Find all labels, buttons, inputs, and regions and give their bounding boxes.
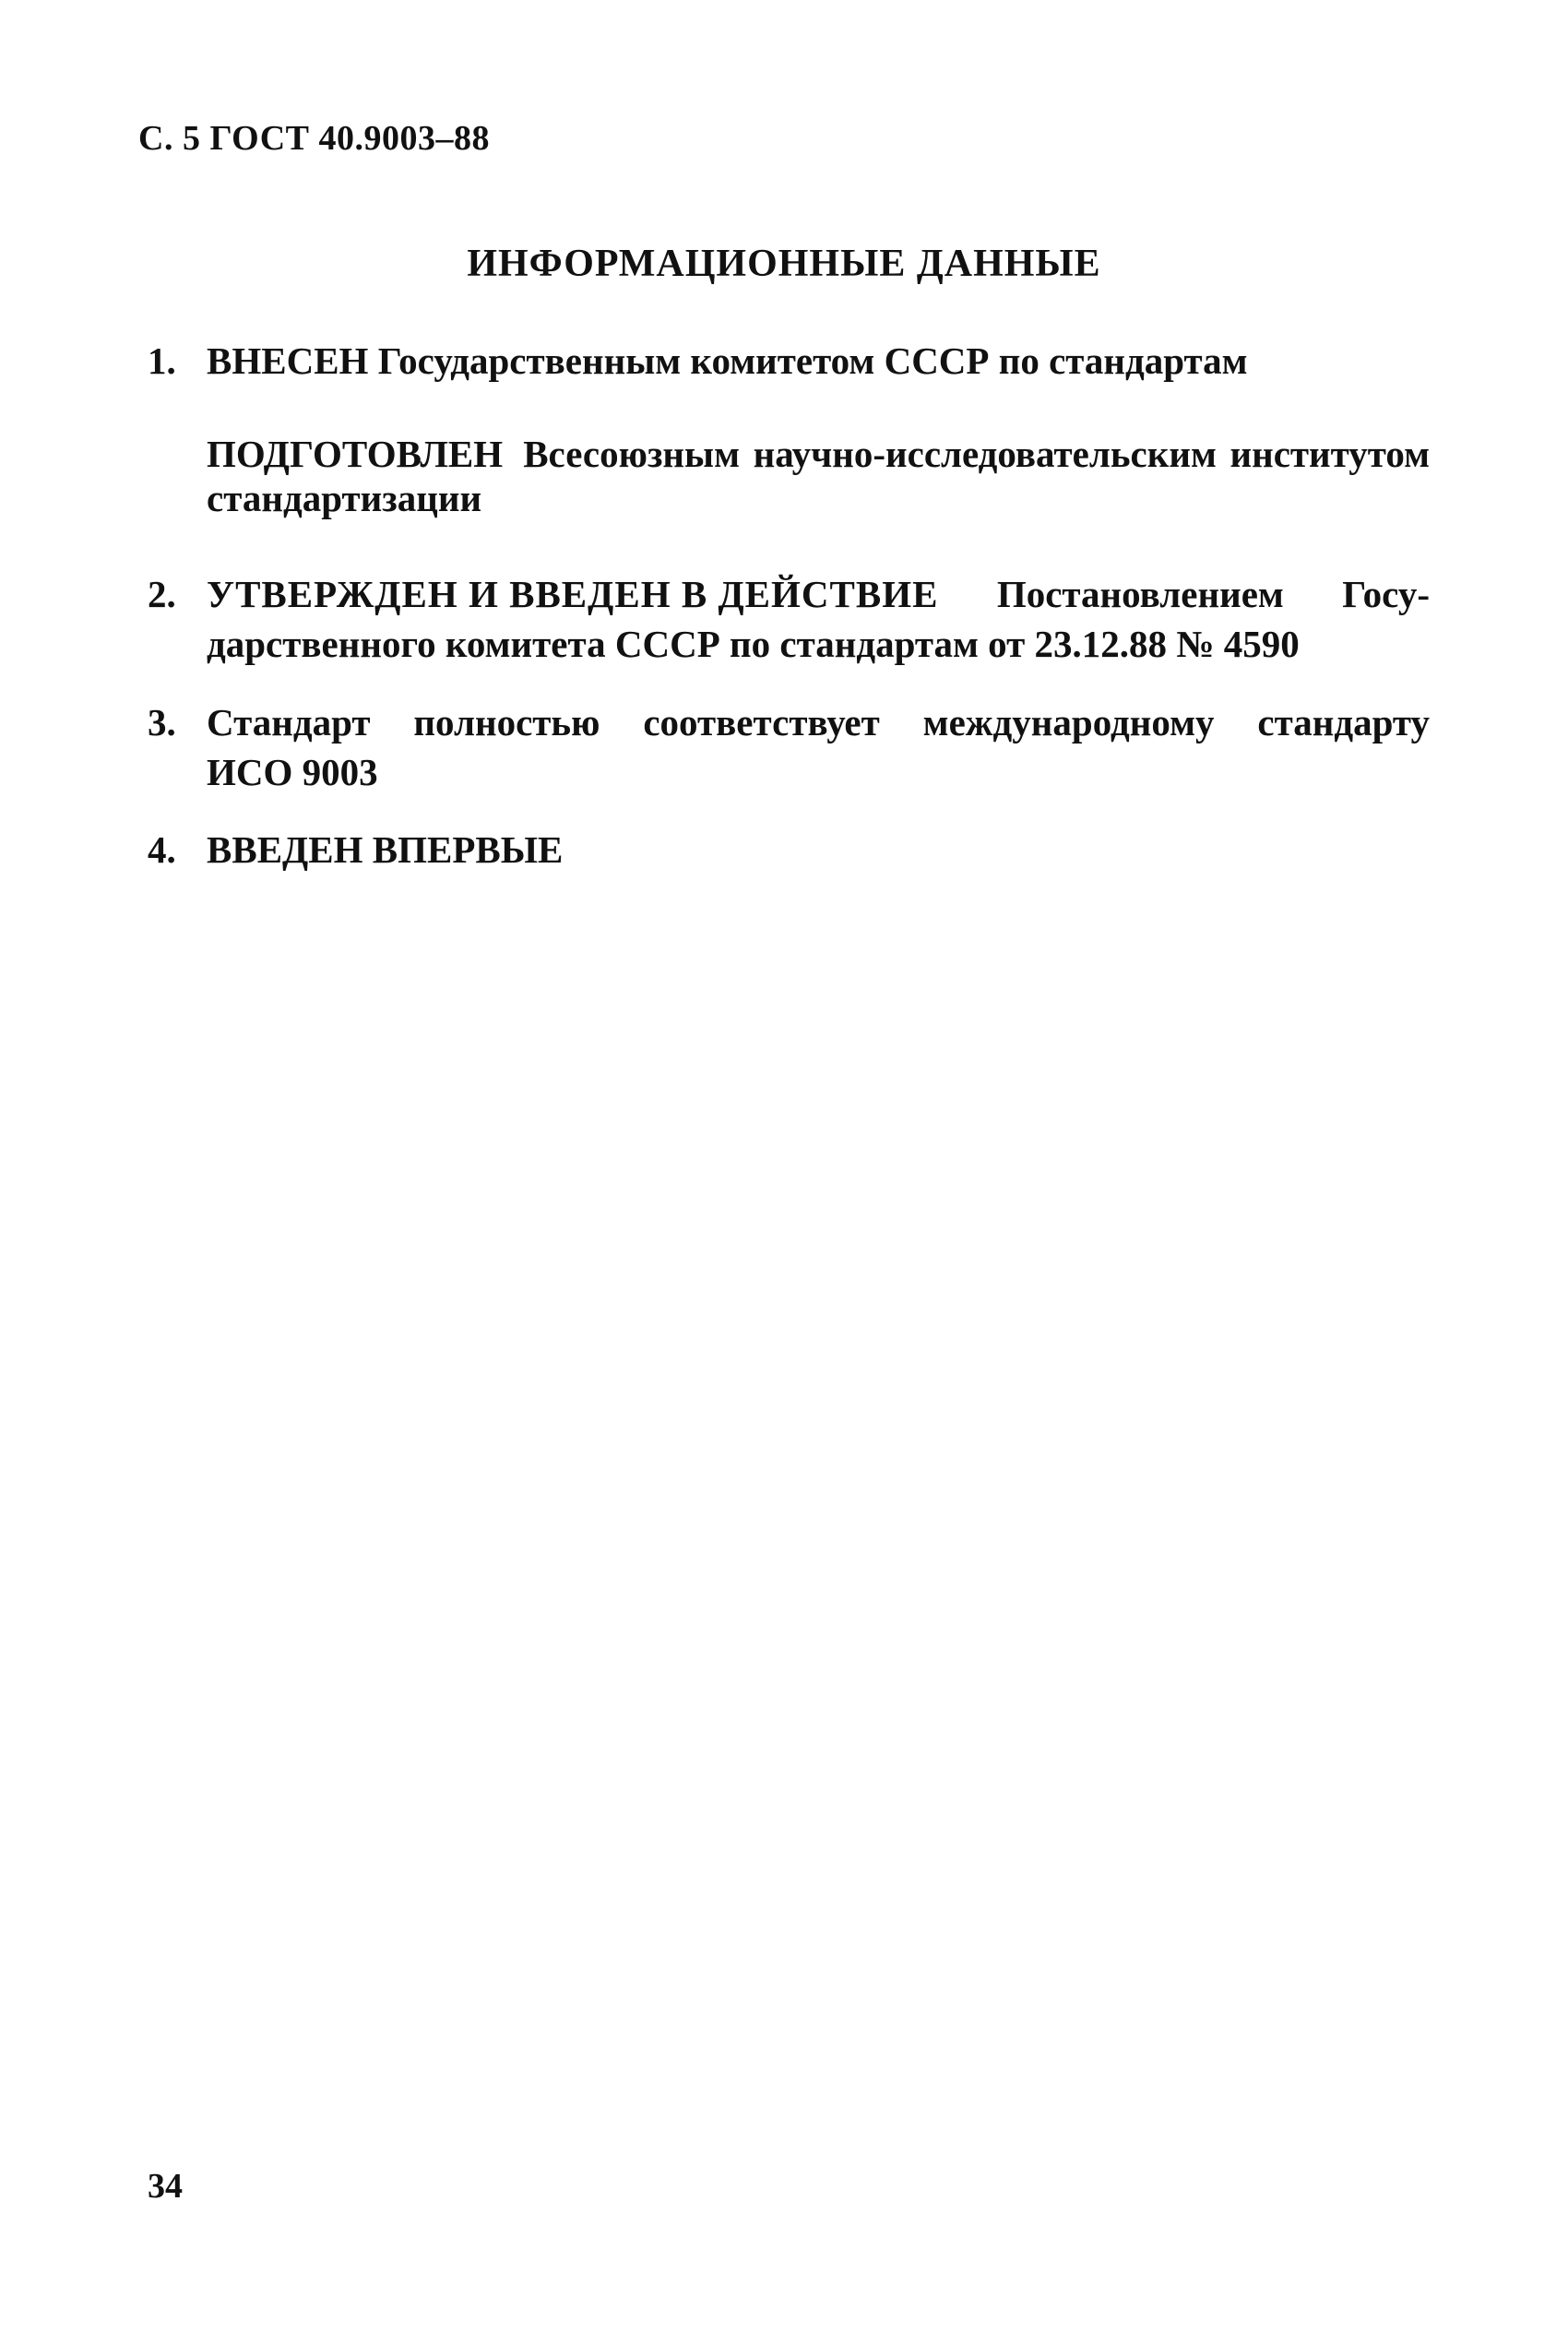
section-title: ИНФОРМАЦИОННЫЕ ДАННЫЕ — [467, 243, 1101, 285]
item-3-line-1 — [148, 697, 1430, 747]
item-2-line-1 — [148, 569, 1430, 619]
item-lead: ВНЕСЕН — [207, 339, 369, 382]
item-text-a: Постановлением — [996, 573, 1284, 615]
running-header: С. 5 ГОСТ 40.9003–88 — [138, 119, 490, 158]
item-number: 4. — [148, 828, 176, 871]
item-number: 3. — [148, 701, 176, 744]
item-text: Стандарт полностью соответствует международному стандарту — [207, 701, 1430, 744]
item-lead: УТВЕРЖДЕН И ВВЕДЕН В ДЕЙСТВИЕ — [207, 573, 939, 615]
item-text-continuation: дарственного комитета СССР по стандартам от 23.12.88 № 4590 — [207, 623, 1300, 665]
prepared-line-1 — [207, 432, 1430, 476]
info-item-1 — [148, 336, 1430, 386]
item-number: 2. — [148, 573, 176, 615]
item-text: ВВЕДЕН ВПЕРВЫЕ — [207, 828, 564, 871]
item-text-continuation: ИСО 9003 — [207, 751, 378, 793]
prepared-text: Всесоюзным научно-исследовательским институтом — [523, 433, 1430, 475]
info-item-4 — [148, 825, 1430, 874]
item-text: Государственным комитетом СССР по стандартам — [377, 339, 1248, 382]
item-text-b: Госу- — [1342, 573, 1430, 615]
prepared-lead: ПОДГОТОВЛЕН — [207, 433, 504, 475]
prepared-paragraph — [207, 432, 1430, 520]
info-item-3 — [148, 697, 1430, 797]
item-number: 1. — [148, 339, 176, 382]
info-item-2 — [148, 569, 1430, 669]
prepared-line-2: стандартизации — [207, 477, 482, 519]
page-number: 34 — [148, 2167, 183, 2206]
